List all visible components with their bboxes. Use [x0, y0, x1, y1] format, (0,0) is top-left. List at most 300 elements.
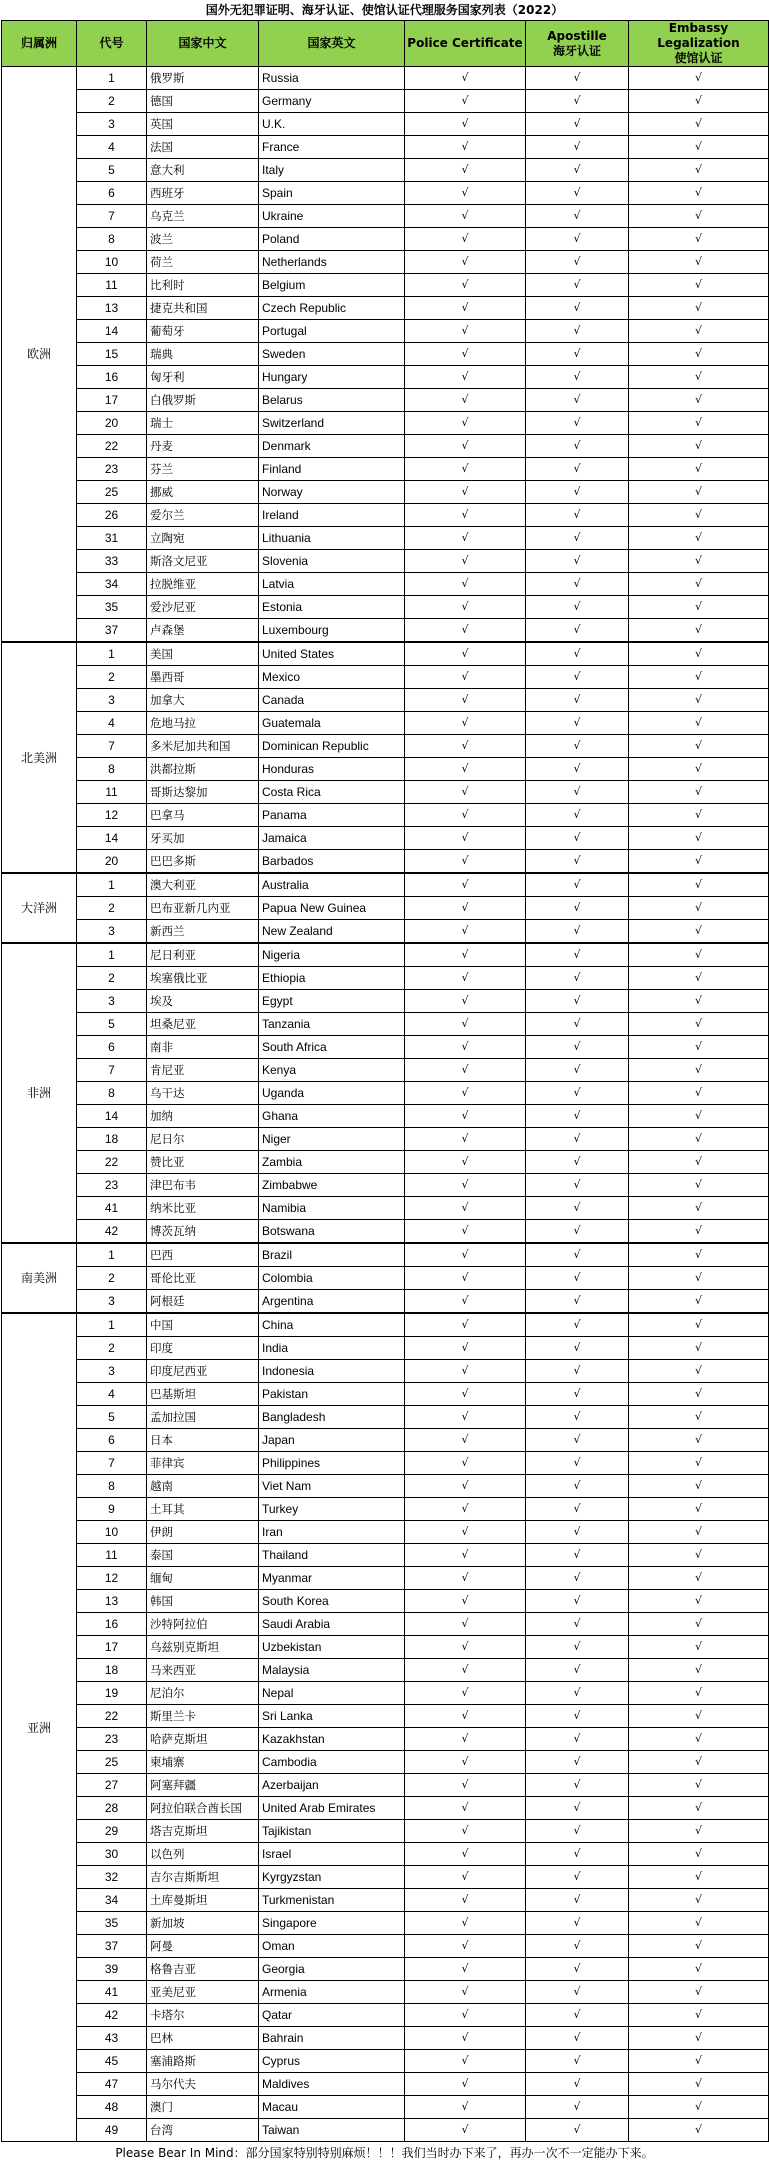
country-cn-cell: 哈萨克斯坦	[147, 1728, 259, 1751]
country-cn-cell: 巴拿马	[147, 804, 259, 827]
police-check-cell: √	[405, 619, 526, 643]
country-cn-cell: 亚美尼亚	[147, 1981, 259, 2004]
country-en-cell: Singapore	[259, 1912, 405, 1935]
country-cn-cell: 牙买加	[147, 827, 259, 850]
code-cell: 12	[77, 804, 147, 827]
code-cell: 17	[77, 1636, 147, 1659]
apostille-check-cell: √	[526, 1452, 629, 1475]
continent-cell: 南美洲	[2, 1243, 77, 1313]
embassy-check-cell: √	[629, 943, 769, 967]
table-row	[2, 1751, 769, 1774]
embassy-check-cell: √	[629, 1360, 769, 1383]
table-row	[2, 1290, 769, 1314]
police-check-cell: √	[405, 1452, 526, 1475]
table-row	[2, 1912, 769, 1935]
apostille-check-cell: √	[526, 689, 629, 712]
embassy-check-cell: √	[629, 1313, 769, 1337]
embassy-check-cell: √	[629, 1866, 769, 1889]
apostille-check-cell: √	[526, 827, 629, 850]
code-cell: 10	[77, 251, 147, 274]
code-cell: 23	[77, 1174, 147, 1197]
country-en-cell: Iran	[259, 1521, 405, 1544]
embassy-check-cell: √	[629, 2004, 769, 2027]
embassy-check-cell: √	[629, 990, 769, 1013]
apostille-check-cell: √	[526, 2073, 629, 2096]
police-check-cell: √	[405, 1521, 526, 1544]
police-check-cell: √	[405, 1013, 526, 1036]
country-cn-cell: 肯尼亚	[147, 1059, 259, 1082]
embassy-check-cell: √	[629, 1613, 769, 1636]
code-cell: 3	[77, 113, 147, 136]
police-check-cell: √	[405, 205, 526, 228]
police-check-cell: √	[405, 2073, 526, 2096]
table-row	[2, 781, 769, 804]
apostille-check-cell: √	[526, 389, 629, 412]
table-row	[2, 2050, 769, 2073]
police-check-cell: √	[405, 251, 526, 274]
country-en-cell: South Africa	[259, 1036, 405, 1059]
embassy-check-cell: √	[629, 1843, 769, 1866]
continent-cell: 欧洲	[2, 67, 77, 643]
country-cn-cell: 津巴布韦	[147, 1174, 259, 1197]
apostille-check-cell: √	[526, 1590, 629, 1613]
table-row	[2, 182, 769, 205]
table-row	[2, 1174, 769, 1197]
apostille-check-cell: √	[526, 1197, 629, 1220]
table-row	[2, 897, 769, 920]
apostille-check-cell: √	[526, 1082, 629, 1105]
country-cn-cell: 巴林	[147, 2027, 259, 2050]
apostille-check-cell: √	[526, 1360, 629, 1383]
police-check-cell: √	[405, 1406, 526, 1429]
code-cell: 13	[77, 1590, 147, 1613]
embassy-check-cell: √	[629, 458, 769, 481]
apostille-check-cell: √	[526, 1105, 629, 1128]
code-cell: 39	[77, 1958, 147, 1981]
embassy-check-cell: √	[629, 827, 769, 850]
apostille-check-cell: √	[526, 712, 629, 735]
apostille-check-cell: √	[526, 136, 629, 159]
country-cn-cell: 丹麦	[147, 435, 259, 458]
code-cell: 28	[77, 1797, 147, 1820]
country-en-cell: Guatemala	[259, 712, 405, 735]
table-row	[2, 435, 769, 458]
country-en-cell: Saudi Arabia	[259, 1613, 405, 1636]
code-cell: 18	[77, 1128, 147, 1151]
country-en-cell: Latvia	[259, 573, 405, 596]
apostille-check-cell: √	[526, 228, 629, 251]
police-check-cell: √	[405, 1728, 526, 1751]
police-check-cell: √	[405, 897, 526, 920]
country-cn-cell: 巴布亚新几内亚	[147, 897, 259, 920]
table-row	[2, 1475, 769, 1498]
table-row	[2, 596, 769, 619]
apostille-check-cell: √	[526, 1128, 629, 1151]
code-cell: 26	[77, 504, 147, 527]
country-cn-cell: 比利时	[147, 274, 259, 297]
embassy-check-cell: √	[629, 1059, 769, 1082]
apostille-check-cell: √	[526, 1682, 629, 1705]
embassy-check-cell: √	[629, 920, 769, 944]
country-en-cell: Italy	[259, 159, 405, 182]
embassy-check-cell: √	[629, 527, 769, 550]
country-en-cell: Belgium	[259, 274, 405, 297]
code-cell: 3	[77, 990, 147, 1013]
country-en-cell: Switzerland	[259, 412, 405, 435]
table-row	[2, 1774, 769, 1797]
country-en-cell: Cambodia	[259, 1751, 405, 1774]
country-en-cell: Ghana	[259, 1105, 405, 1128]
embassy-check-cell: √	[629, 1013, 769, 1036]
country-cn-cell: 柬埔寨	[147, 1751, 259, 1774]
code-cell: 13	[77, 297, 147, 320]
code-cell: 18	[77, 1659, 147, 1682]
apostille-check-cell: √	[526, 1313, 629, 1337]
police-check-cell: √	[405, 1475, 526, 1498]
table-row	[2, 527, 769, 550]
code-cell: 4	[77, 136, 147, 159]
header-continent: 归属洲	[2, 21, 77, 67]
country-en-cell: Zambia	[259, 1151, 405, 1174]
code-cell: 3	[77, 689, 147, 712]
embassy-check-cell: √	[629, 1797, 769, 1820]
apostille-check-cell: √	[526, 274, 629, 297]
country-en-cell: Lithuania	[259, 527, 405, 550]
table-row	[2, 1797, 769, 1820]
country-cn-cell: 日本	[147, 1429, 259, 1452]
code-cell: 37	[77, 619, 147, 643]
embassy-check-cell: √	[629, 136, 769, 159]
apostille-check-cell: √	[526, 596, 629, 619]
table-row	[2, 1682, 769, 1705]
apostille-check-cell: √	[526, 1889, 629, 1912]
code-cell: 34	[77, 1889, 147, 1912]
country-en-cell: Netherlands	[259, 251, 405, 274]
embassy-check-cell: √	[629, 689, 769, 712]
apostille-check-cell: √	[526, 1429, 629, 1452]
police-check-cell: √	[405, 389, 526, 412]
country-cn-cell: 韩国	[147, 1590, 259, 1613]
country-en-cell: Slovenia	[259, 550, 405, 573]
police-check-cell: √	[405, 1290, 526, 1314]
embassy-check-cell: √	[629, 1243, 769, 1267]
table-row	[2, 850, 769, 874]
code-cell: 23	[77, 1728, 147, 1751]
table-row	[2, 504, 769, 527]
table-row	[2, 1567, 769, 1590]
code-cell: 12	[77, 1567, 147, 1590]
police-check-cell: √	[405, 228, 526, 251]
country-cn-cell: 埃塞俄比亚	[147, 967, 259, 990]
country-cn-cell: 英国	[147, 113, 259, 136]
embassy-check-cell: √	[629, 573, 769, 596]
police-check-cell: √	[405, 804, 526, 827]
header-country-cn: 国家中文	[147, 21, 259, 67]
police-check-cell: √	[405, 113, 526, 136]
apostille-check-cell: √	[526, 1751, 629, 1774]
table-row	[2, 1406, 769, 1429]
country-cn-cell: 尼泊尔	[147, 1682, 259, 1705]
police-check-cell: √	[405, 297, 526, 320]
country-en-cell: United Arab Emirates	[259, 1797, 405, 1820]
police-check-cell: √	[405, 1360, 526, 1383]
embassy-check-cell: √	[629, 1567, 769, 1590]
embassy-check-cell: √	[629, 228, 769, 251]
police-check-cell: √	[405, 1059, 526, 1082]
country-en-cell: Brazil	[259, 1243, 405, 1267]
code-cell: 2	[77, 967, 147, 990]
table-row	[2, 735, 769, 758]
apostille-check-cell: √	[526, 619, 629, 643]
table-row	[2, 1059, 769, 1082]
code-cell: 7	[77, 205, 147, 228]
police-check-cell: √	[405, 1659, 526, 1682]
country-en-cell: Macau	[259, 2096, 405, 2119]
country-cn-cell: 阿塞拜疆	[147, 1774, 259, 1797]
country-en-cell: Oman	[259, 1935, 405, 1958]
police-check-cell: √	[405, 1313, 526, 1337]
code-cell: 31	[77, 527, 147, 550]
embassy-check-cell: √	[629, 804, 769, 827]
police-check-cell: √	[405, 943, 526, 967]
country-en-cell: Colombia	[259, 1267, 405, 1290]
code-cell: 35	[77, 596, 147, 619]
code-cell: 42	[77, 2004, 147, 2027]
country-cn-cell: 白俄罗斯	[147, 389, 259, 412]
apostille-check-cell: √	[526, 666, 629, 689]
police-check-cell: √	[405, 1267, 526, 1290]
country-en-cell: Pakistan	[259, 1383, 405, 1406]
header-apostille	[526, 21, 629, 67]
table-row	[2, 389, 769, 412]
country-en-cell: Azerbaijan	[259, 1774, 405, 1797]
embassy-check-cell: √	[629, 1705, 769, 1728]
table-row	[2, 67, 769, 90]
code-cell: 41	[77, 1981, 147, 2004]
embassy-check-cell: √	[629, 1197, 769, 1220]
apostille-check-cell: √	[526, 804, 629, 827]
police-check-cell: √	[405, 967, 526, 990]
code-cell: 27	[77, 1774, 147, 1797]
embassy-check-cell: √	[629, 850, 769, 874]
code-cell: 25	[77, 1751, 147, 1774]
code-cell: 8	[77, 1475, 147, 1498]
table-row	[2, 1705, 769, 1728]
table-row	[2, 1590, 769, 1613]
table-row	[2, 666, 769, 689]
country-cn-cell: 多米尼加共和国	[147, 735, 259, 758]
embassy-check-cell: √	[629, 2073, 769, 2096]
embassy-check-cell: √	[629, 1981, 769, 2004]
country-cn-cell: 土耳其	[147, 1498, 259, 1521]
embassy-check-cell: √	[629, 182, 769, 205]
table-row	[2, 2004, 769, 2027]
country-cn-cell: 荷兰	[147, 251, 259, 274]
police-check-cell: √	[405, 274, 526, 297]
country-en-cell: Mexico	[259, 666, 405, 689]
police-check-cell: √	[405, 827, 526, 850]
country-en-cell: Honduras	[259, 758, 405, 781]
embassy-check-cell: √	[629, 1267, 769, 1290]
country-en-cell: Bahrain	[259, 2027, 405, 2050]
country-cn-cell: 葡萄牙	[147, 320, 259, 343]
country-cn-cell: 法国	[147, 136, 259, 159]
police-check-cell: √	[405, 136, 526, 159]
apostille-check-cell: √	[526, 1797, 629, 1820]
police-check-cell: √	[405, 159, 526, 182]
embassy-check-cell: √	[629, 1912, 769, 1935]
country-en-cell: Georgia	[259, 1958, 405, 1981]
police-check-cell: √	[405, 504, 526, 527]
country-cn-cell: 吉尔吉斯斯坦	[147, 1866, 259, 1889]
country-cn-cell: 伊朗	[147, 1521, 259, 1544]
header-apostille-en: Apostille	[547, 28, 607, 43]
table-row	[2, 1866, 769, 1889]
embassy-check-cell: √	[629, 1174, 769, 1197]
apostille-check-cell: √	[526, 1220, 629, 1244]
country-cn-cell: 匈牙利	[147, 366, 259, 389]
apostille-check-cell: √	[526, 1567, 629, 1590]
country-en-cell: Dominican Republic	[259, 735, 405, 758]
table-row	[2, 2096, 769, 2119]
apostille-check-cell: √	[526, 1774, 629, 1797]
code-cell: 7	[77, 1452, 147, 1475]
apostille-check-cell: √	[526, 943, 629, 967]
country-cn-cell: 巴巴多斯	[147, 850, 259, 874]
code-cell: 33	[77, 550, 147, 573]
apostille-check-cell: √	[526, 182, 629, 205]
code-cell: 48	[77, 2096, 147, 2119]
police-check-cell: √	[405, 1544, 526, 1567]
country-cn-cell: 哥伦比亚	[147, 1267, 259, 1290]
police-check-cell: √	[405, 666, 526, 689]
country-en-cell: U.K.	[259, 113, 405, 136]
apostille-check-cell: √	[526, 850, 629, 874]
code-cell: 2	[77, 666, 147, 689]
table-row	[2, 920, 769, 944]
police-check-cell: √	[405, 1383, 526, 1406]
code-cell: 25	[77, 481, 147, 504]
country-en-cell: Nepal	[259, 1682, 405, 1705]
code-cell: 14	[77, 320, 147, 343]
header-police-certificate: Police Certificate	[405, 21, 526, 67]
table-row	[2, 458, 769, 481]
police-check-cell: √	[405, 550, 526, 573]
embassy-check-cell: √	[629, 366, 769, 389]
police-check-cell: √	[405, 1751, 526, 1774]
country-en-cell: Turkey	[259, 1498, 405, 1521]
country-service-table	[1, 20, 769, 2142]
continent-cell: 大洋洲	[2, 873, 77, 943]
embassy-check-cell: √	[629, 1889, 769, 1912]
police-check-cell: √	[405, 2004, 526, 2027]
embassy-check-cell: √	[629, 1590, 769, 1613]
country-cn-cell: 卡塔尔	[147, 2004, 259, 2027]
code-cell: 5	[77, 1013, 147, 1036]
embassy-check-cell: √	[629, 619, 769, 643]
apostille-check-cell: √	[526, 573, 629, 596]
apostille-check-cell: √	[526, 1475, 629, 1498]
apostille-check-cell: √	[526, 1843, 629, 1866]
embassy-check-cell: √	[629, 666, 769, 689]
code-cell: 1	[77, 67, 147, 90]
police-check-cell: √	[405, 1243, 526, 1267]
police-check-cell: √	[405, 1174, 526, 1197]
country-en-cell: Kazakhstan	[259, 1728, 405, 1751]
country-cn-cell: 新西兰	[147, 920, 259, 944]
embassy-check-cell: √	[629, 1636, 769, 1659]
code-cell: 6	[77, 1036, 147, 1059]
country-en-cell: Myanmar	[259, 1567, 405, 1590]
police-check-cell: √	[405, 481, 526, 504]
apostille-check-cell: √	[526, 1151, 629, 1174]
table-row	[2, 1889, 769, 1912]
police-check-cell: √	[405, 1498, 526, 1521]
table-row	[2, 320, 769, 343]
code-cell: 1	[77, 943, 147, 967]
police-check-cell: √	[405, 2027, 526, 2050]
embassy-check-cell: √	[629, 1452, 769, 1475]
country-cn-cell: 尼日尔	[147, 1128, 259, 1151]
table-row	[2, 1452, 769, 1475]
police-check-cell: √	[405, 320, 526, 343]
country-en-cell: Zimbabwe	[259, 1174, 405, 1197]
country-cn-cell: 瑞士	[147, 412, 259, 435]
country-en-cell: Qatar	[259, 2004, 405, 2027]
country-cn-cell: 俄罗斯	[147, 67, 259, 90]
table-row	[2, 1659, 769, 1682]
table-row	[2, 758, 769, 781]
header-apostille-cn: 海牙认证	[552, 43, 601, 58]
country-cn-cell: 马尔代夫	[147, 2073, 259, 2096]
police-check-cell: √	[405, 1151, 526, 1174]
country-cn-cell: 埃及	[147, 990, 259, 1013]
police-check-cell: √	[405, 2096, 526, 2119]
embassy-check-cell: √	[629, 2096, 769, 2119]
police-check-cell: √	[405, 1636, 526, 1659]
police-check-cell: √	[405, 90, 526, 113]
table-row	[2, 1013, 769, 1036]
country-en-cell: Armenia	[259, 1981, 405, 2004]
country-en-cell: Denmark	[259, 435, 405, 458]
apostille-check-cell: √	[526, 920, 629, 944]
country-en-cell: South Korea	[259, 1590, 405, 1613]
table-row	[2, 873, 769, 897]
embassy-check-cell: √	[629, 1220, 769, 1244]
continent-cell: 非洲	[2, 943, 77, 1243]
country-cn-cell: 西班牙	[147, 182, 259, 205]
country-en-cell: Canada	[259, 689, 405, 712]
code-cell: 8	[77, 1082, 147, 1105]
embassy-check-cell: √	[629, 1290, 769, 1314]
code-cell: 9	[77, 1498, 147, 1521]
code-cell: 41	[77, 1197, 147, 1220]
code-cell: 7	[77, 1059, 147, 1082]
police-check-cell: √	[405, 67, 526, 90]
police-check-cell: √	[405, 1843, 526, 1866]
country-cn-cell: 墨西哥	[147, 666, 259, 689]
embassy-check-cell: √	[629, 1105, 769, 1128]
police-check-cell: √	[405, 412, 526, 435]
police-check-cell: √	[405, 1429, 526, 1452]
country-cn-cell: 乌兹别克斯坦	[147, 1636, 259, 1659]
police-check-cell: √	[405, 1337, 526, 1360]
apostille-check-cell: √	[526, 781, 629, 804]
table-row	[2, 689, 769, 712]
code-cell: 19	[77, 1682, 147, 1705]
code-cell: 14	[77, 827, 147, 850]
table-row	[2, 90, 769, 113]
